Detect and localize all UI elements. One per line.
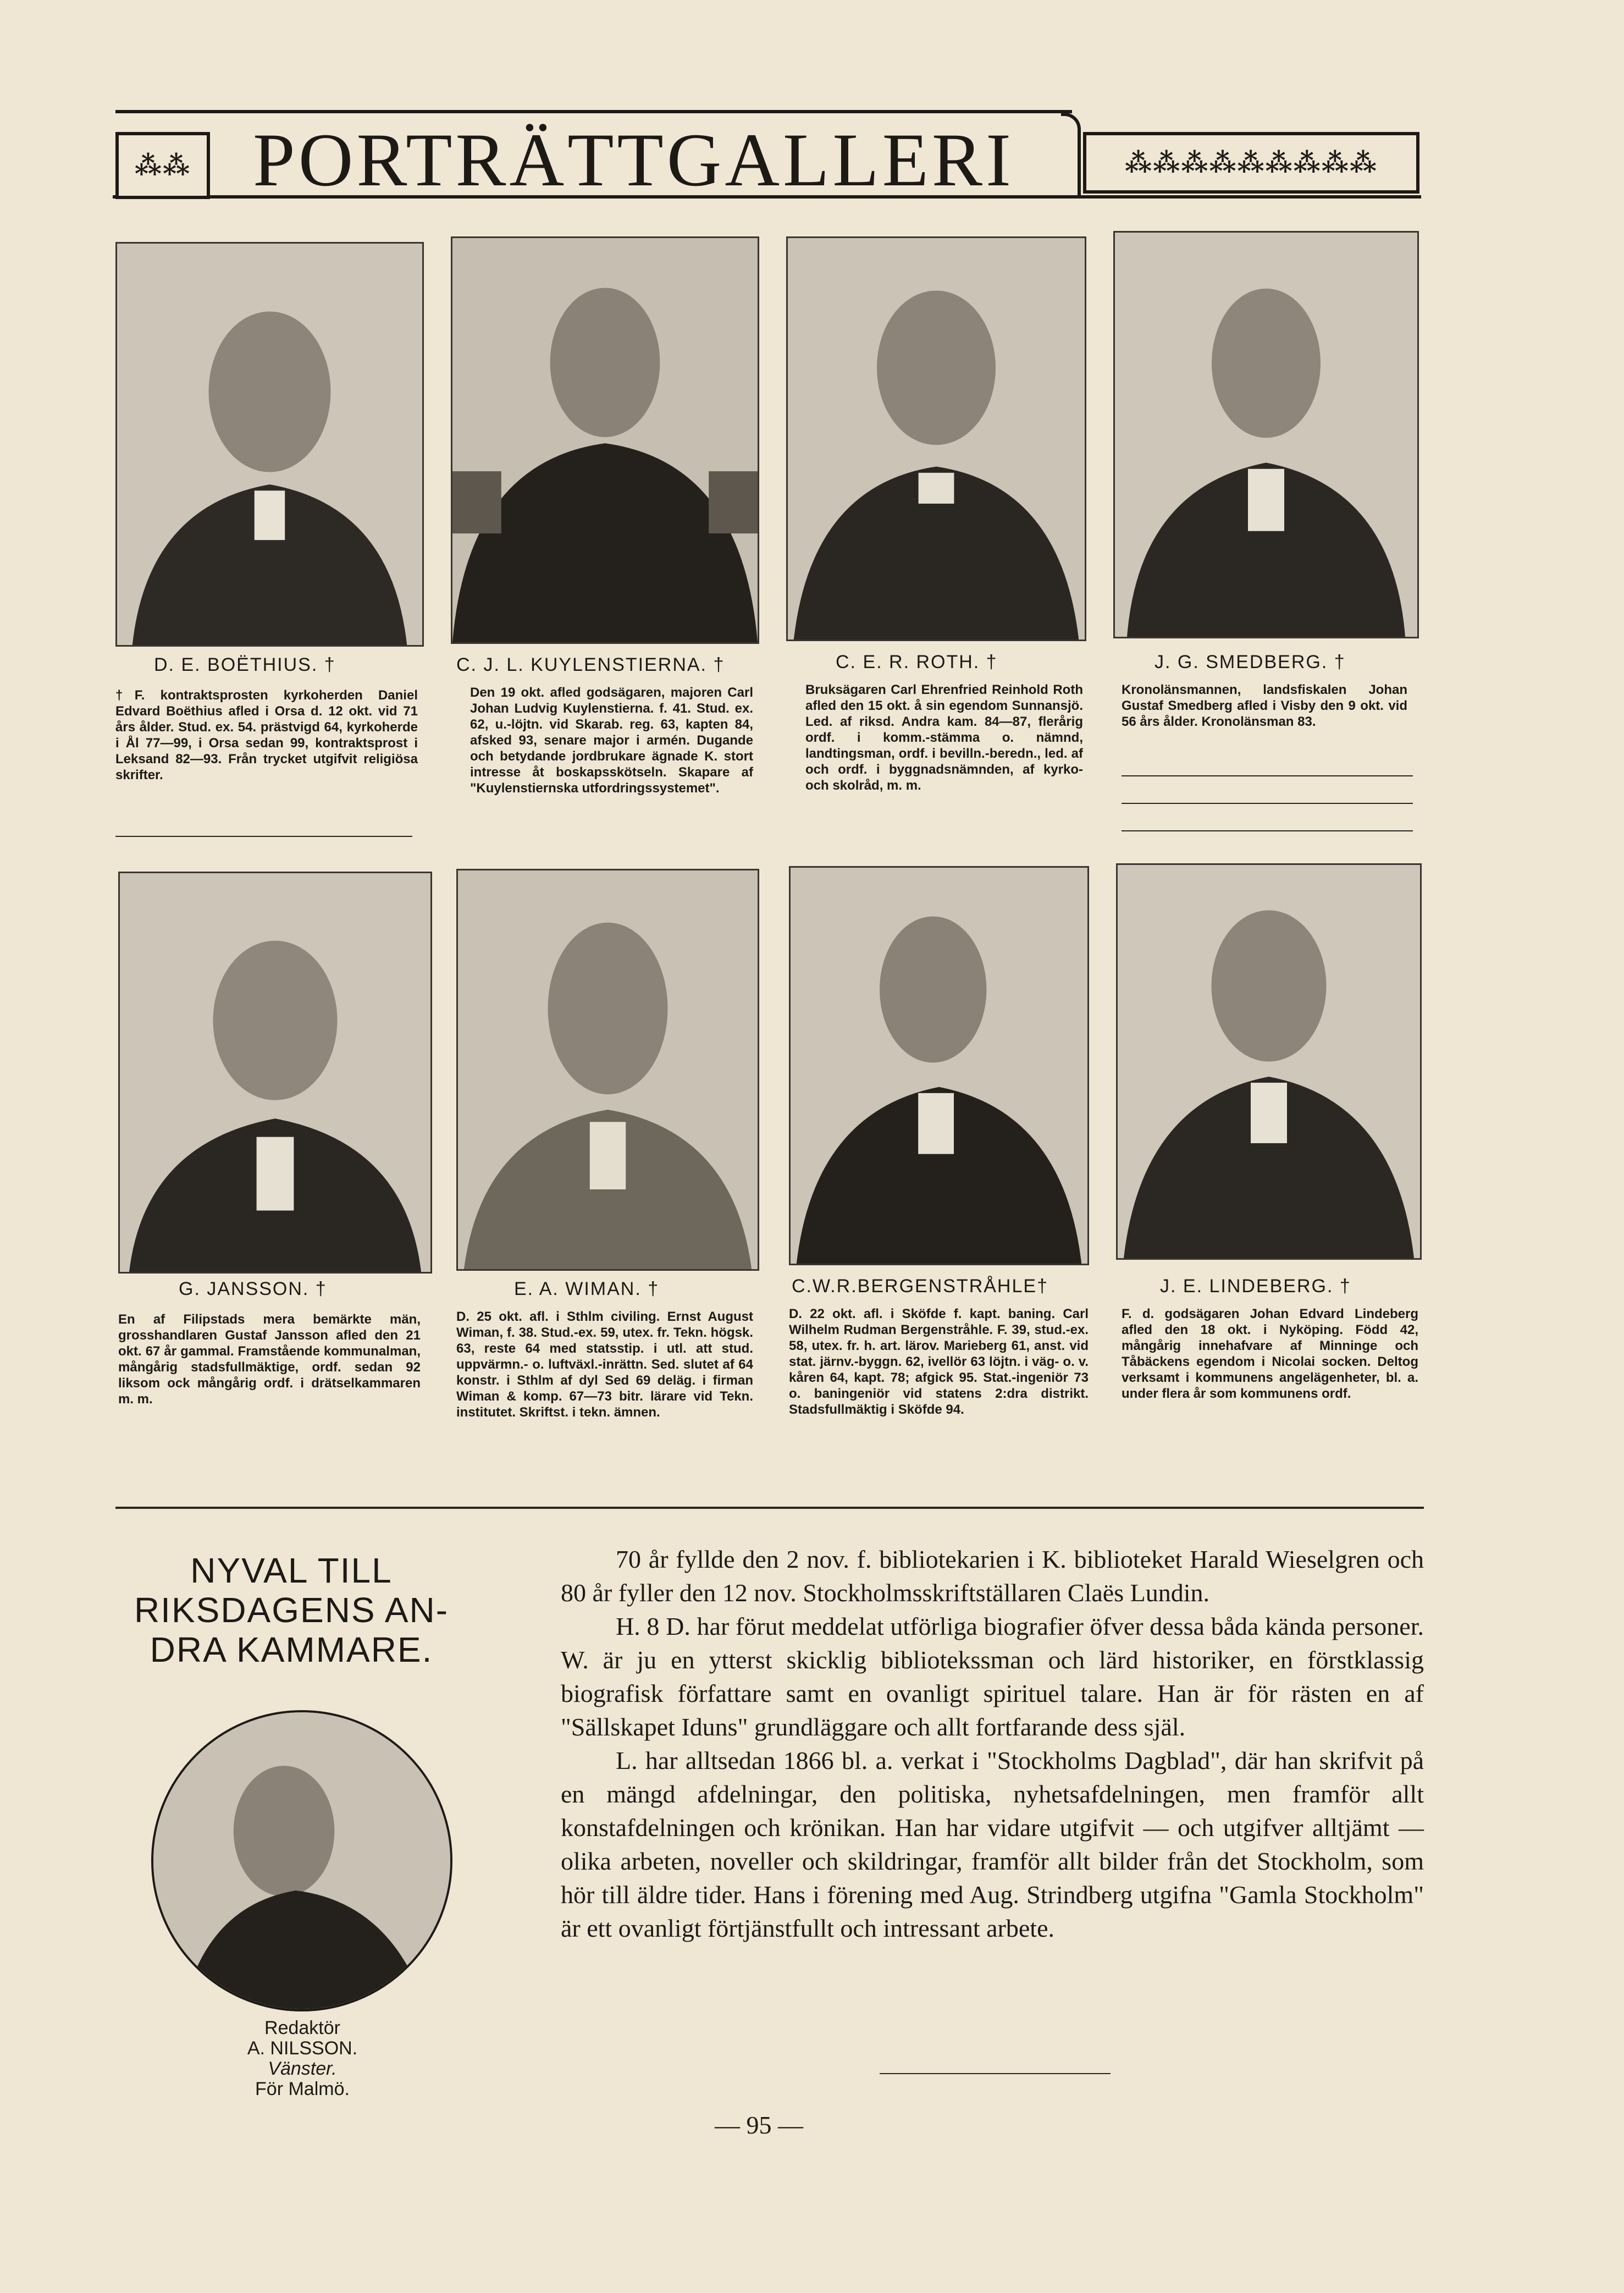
section-title-line: DRA KAMMARE. — [150, 1630, 433, 1669]
header-ornament-left: ⁂⁂ — [115, 132, 210, 199]
portrait-bio: En af Filipstads mera bemärkte män, grosshandlaren Gustaf Jansson afled den 21 okt. 67 år gammal. Framstående kommunalman, mångårig stadsfullmäktige, ordf. sedan 92 liksom ock mångårig ordf. i drätselkammaren m. m. — [118, 1312, 421, 1407]
section-title — [110, 1551, 473, 1669]
section-divider — [115, 1507, 1424, 1509]
portrait-bio: F. d. godsägaren Johan Edvard Lindeberg afled den 18 okt. i Nyköping. Född 42, mångårig innehafvare af Minninge och Tåbäckens egendom i Nicolai socken. Deltog verksamt i kommunens angelägenheter, bl. a. under flera år som kommunens ordf. — [1122, 1307, 1418, 1401]
article — [561, 1542, 1424, 1945]
article-paragraph: L. har alltsedan 1866 bl. a. verkat i "Stockholms Dagblad", där han skrifvit på en mängd afdelningar, den politiska, nyhetsafdelningen, men framför allt konstafdelningen och krönikan. Han har vidare utgifvit — och utgifver alltjämt — olika arbeten, noveller och skildringar, framför allt bilder från det Stockholm, som hör till äldre tider. Hans i förening med Aug. Strindberg utgifna "Gamla Stockholm" är ett ovanligt förtjänstfullt och intressant arbete. — [561, 1746, 1424, 1942]
article-paragraph: 70 år fyllde den 2 nov. f. bibliotekarien i K. biblioteket Harald Wieselgren och 80 år fyller den 12 nov. Stockholmsskriftställaren Claës Lundin. — [561, 1545, 1424, 1607]
portrait-name: J. E. LINDEBERG. † — [1160, 1276, 1351, 1297]
portrait-bio: Bruksägaren Carl Ehrenfried Reinhold Roth afled den 15 okt. å sin egendom Sunnansjö. Led. af riksd. Andra kam. 84—87, flerårig ordf. i komm.-stämma o. nämnd, landtingsman, ordf. i bevilln.-beredn., led. af och ordf. i byggnadsnämnden, af kyrko- och skolråd, m. m. — [805, 682, 1083, 793]
header-ornament-right: ⁂⁂⁂⁂⁂⁂⁂⁂⁂ — [1083, 132, 1419, 194]
medallion-portrait — [151, 1710, 452, 2011]
portrait-photo-lindeberg — [1116, 863, 1422, 1260]
divider — [115, 836, 412, 837]
portrait-bio: D. 22 okt. afl. i Sköfde f. kapt. baning. Carl Wilhelm Rudman Bergenstråhle. F. 39, stud.-ex. 58, utex. fr. h. art. lärov. Marieberg 61, anst. vid stat. järnv.-byggn. 62, ivellör 63 löjtn. i väg- o. v. kåren 64, kapt. 78; afgick 95. Stat.-ingeniör 73 o. baningeniör vid statens 2:dra distrikt. Stadsfullmäktig i Sköfde 94. — [789, 1307, 1089, 1417]
article-end-rule — [880, 2073, 1111, 2074]
caption-line: A. NILSSON. — [247, 2038, 358, 2059]
article-paragraph: H. 8 D. har förut meddelat utförliga biografier öfver dessa båda kända personer. W. är ju en ytterst skicklig bibliotekssman och lärd historiker, en förstklassig biografisk författare samt en ovanligt spirituel talare. Han är för rästen en af "Sällskapet Iduns" grundläggare och allt fortfarande dess själ. — [561, 1612, 1424, 1741]
portrait-photo-roth — [786, 236, 1086, 641]
portrait-bio: †F. kontraktsprosten kyrkoherden Daniel Edvard Boëthius afled i Orsa d. 12 okt. vid 71 års ålder. Stud. ex. 54. prästvigd 64, kyrkoherde i Ål 77—99, i Orsa sedan 99, kontraktsprost i Leksand 82—93. Från trycket utgifvit religiösa skrifter. — [115, 688, 418, 782]
portrait-name: C. E. R. ROTH. † — [836, 652, 998, 673]
portrait-photo-boethius — [115, 242, 424, 647]
divider — [1122, 775, 1413, 776]
portrait-photo-wiman — [456, 869, 759, 1271]
portrait-name: G. JANSSON. † — [179, 1278, 327, 1299]
portrait-bio: Den 19 okt. afled godsägaren, majoren Carl Johan Ludvig Kuylenstierna. f. 41. Stud. ex. 62, u.-löjtn. vid Skarab. reg. 63, kapten 84, afsked 93, senare major i armén. Dugande och betydande jordbrukare ägnade K. stort intresse åt boskapsskötseln. Skapare af "Kuylenstiernska utfordringssystemet". — [470, 685, 753, 796]
section-title-line: RIKSDAGENS AN- — [134, 1590, 449, 1630]
caption-line: Redaktör — [264, 2018, 340, 2038]
portrait-name: C. J. L. KUYLENSTIERNA. † — [456, 654, 725, 675]
medallion-caption — [198, 2018, 407, 2099]
header-rule-top — [115, 110, 1072, 113]
caption-line: För Malmö. — [255, 2079, 350, 2099]
page-number: — 95 — — [715, 2111, 803, 2139]
portrait-photo-smedberg — [1113, 231, 1419, 638]
portrait-name: E. A. WIMAN. † — [514, 1278, 660, 1299]
caption-line: Vänster. — [268, 2058, 337, 2079]
portrait-photo-kuylenstierna — [451, 236, 759, 644]
portrait-name: D. E. BOËTHIUS. † — [154, 654, 336, 675]
portrait-bio: Kronolänsmannen, landsfiskalen Johan Gustaf Smedberg afled i Visby den 9 okt. vid 56 års ålder. Kronolänsman 83. — [1122, 682, 1407, 729]
page-title: PORTRÄTTGALLERI — [253, 118, 1014, 202]
portrait-name: C.W.R.BERGENSTRÅHLE† — [792, 1276, 1048, 1297]
divider — [1122, 803, 1413, 804]
divider — [1122, 830, 1413, 831]
section-title-line: NYVAL TILL — [190, 1551, 393, 1590]
header-rule-hook — [1061, 113, 1081, 199]
portrait-photo-jansson — [118, 872, 432, 1274]
portrait-name: J. G. SMEDBERG. † — [1155, 652, 1346, 673]
portrait-bio: D. 25 okt. afl. i Sthlm civiling. Ernst August Wiman, f. 38. Stud.-ex. 59, utex. fr. Tekn. högsk. 63, reste 64 med statsstip. i utl. att stud. uppvärmn.- o. luftväxl.-inrättn. Sed. slutet af 64 konstr. i Sthlm af dyl Sed 69 deläg. i firman Wiman & komp. 67—73 bitr. lärare vid Tekn. institutet. Skriftst. i tekn. ämnen. — [456, 1309, 753, 1420]
portrait-photo-bergenstrahle — [789, 866, 1089, 1265]
